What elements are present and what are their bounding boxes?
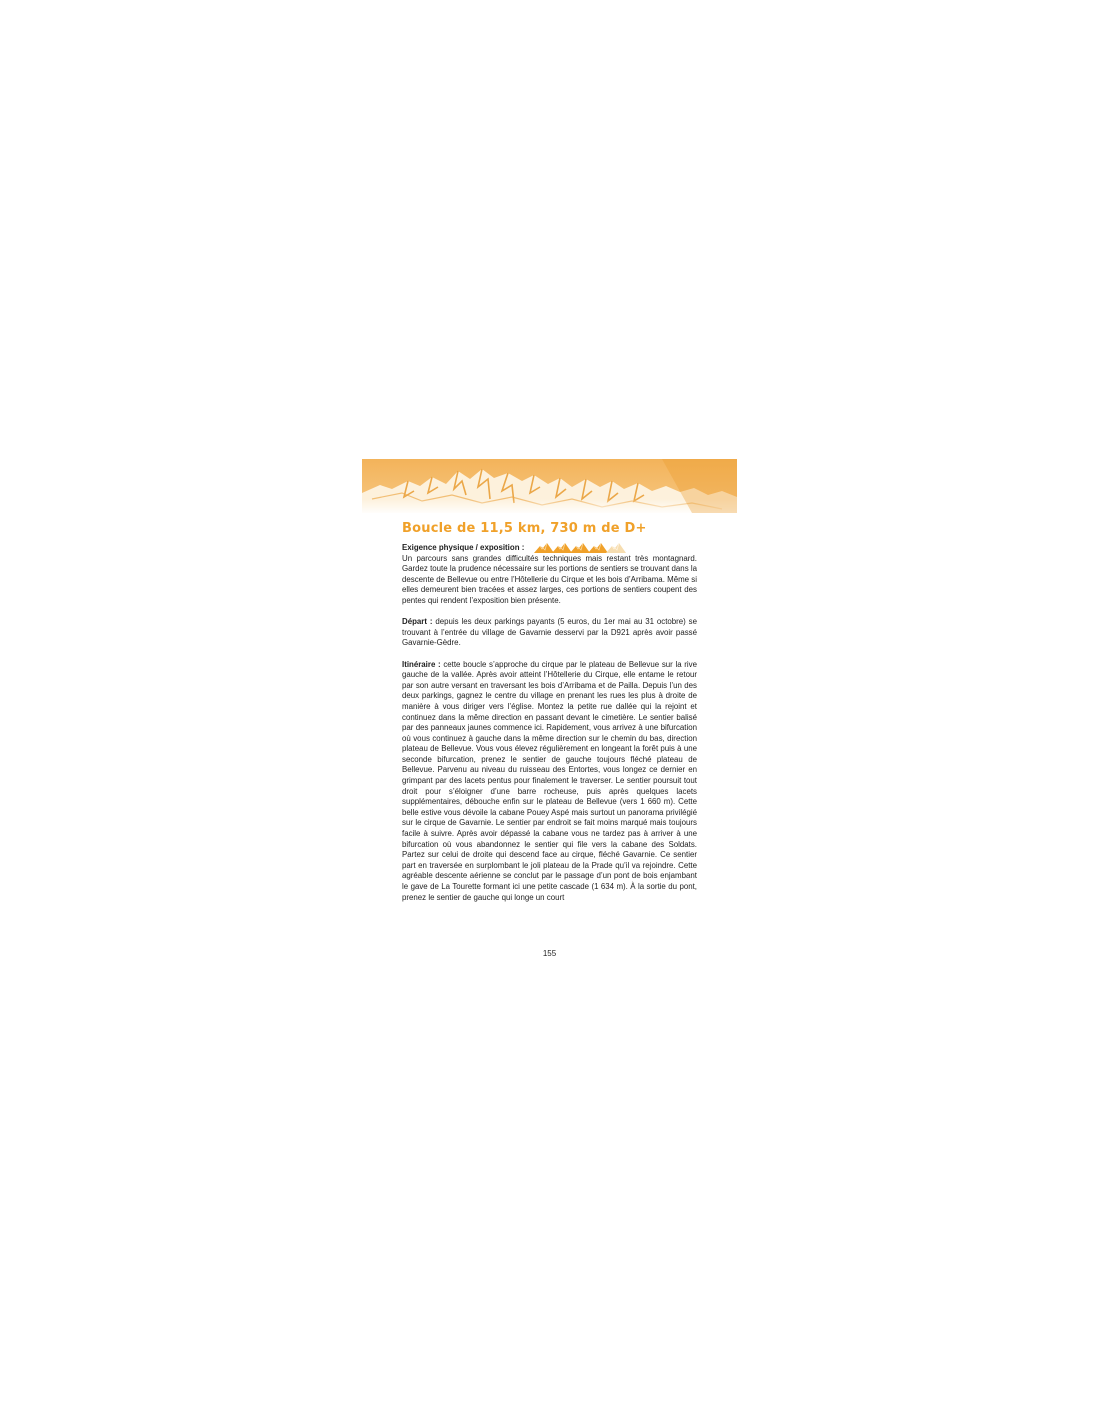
depart-label: Départ : xyxy=(402,617,433,627)
exigence-paragraph: Un parcours sans grandes difficultés techniques mais restant très montagnard. Gardez toute la prudence nécessaire sur les portions de sentiers se trouvant dans la descente de Bellevue ou entre l’Hôtellerie du Cirque et les bois d’Arribama. Même si elles demeurent bien tracées et assez larges, ces portions de sentiers coupent des pentes qui rendent l’exposition bien présente. xyxy=(402,553,697,605)
mountain-icon xyxy=(534,543,554,553)
itineraire-text: cette boucle s’approche du cirque par le plateau de Bellevue sur la rive gauche de la vallée. Après avoir atteint l’Hôtellerie du Cirque, elle entame le retour par son autre versant en traversant les bois d’Arribama et de Pailla. Depuis l’un des deux parkings, gagnez le centre du village en prenant les rues les plus à droite de manière à vous diriger vers l’église. Montez la petite rue dallée qui la rejoint et continuez dans la même direction en passant devant le cimetière. Le sentier balisé par des panneaux jaunes commence ici. Rapidement, vous arrivez à une bifurcation où vous continuez à gauche dans la même direction sur le chemin du bas, direction plateau de Bellevue. Vous vous élevez régulièrement en longeant la forêt puis à une seconde bifurcation, prenez le sentier de gauche toujours fléché plateau de Bellevue. Parvenu au niveau du ruisseau des Entortes, vous longez ce dernier en grimpant par des lacets pentus pour finalement le traverser. Le sentier poursuit tout droit pour s’éloigner d’une barre rocheuse, puis après quelques lacets supplémentaires, débouche enfin sur le plateau de Bellevue (vers 1 660 m). Cette belle estive vous dévoile la cabane Pouey Aspé mais surtout un panorama privilégié sur le cirque de Gavarnie. Le sentier par endroit se fait moins marqué mais toujours facile à suivre. Après avoir dépassé la cabane vous ne tardez pas à arriver à une bifurcation où vous abandonnez le sentier qui file vers la cabane des Soldats. Partez sur celui de droite qui descend face au cirque, fléché Gavarnie. Ce sentier part en traversée en surplombant le joli plateau de la Prade qu’il va rejoindre. Cette agréable descente aérienne se conclut par le passage d’un pont de bois enjambant le gave de La Tourette formant ici une petite cascade (1 634 m). À la sortie du pont, prenez le sentier de gauche qui longe un court xyxy=(402,659,697,902)
depart-paragraph xyxy=(402,617,697,649)
book-page xyxy=(362,459,737,969)
difficulty-rating xyxy=(534,543,624,553)
difficulty-label: Exigence physique / exposition : xyxy=(402,543,525,552)
mountain-banner-image xyxy=(362,459,737,513)
hike-description xyxy=(402,543,697,903)
mountain-icon xyxy=(588,543,608,553)
itineraire-paragraph xyxy=(402,660,697,904)
mountain-icon xyxy=(606,543,626,553)
mountain-icon xyxy=(552,543,572,553)
hike-title: Boucle de 11,5 km, 730 m de D+ xyxy=(402,521,647,536)
itineraire-label: Itinéraire : xyxy=(402,659,441,669)
depart-text: depuis les deux parkings payants (5 euros, du 1er mai au 31 octobre) se trouvant à l’entrée du village de Gavarnie desservi par la D921 après avoir passé Gavarnie-Gèdre. xyxy=(402,617,697,648)
difficulty-row xyxy=(402,543,697,554)
page-number: 155 xyxy=(542,949,557,958)
mountain-icon xyxy=(570,543,590,553)
